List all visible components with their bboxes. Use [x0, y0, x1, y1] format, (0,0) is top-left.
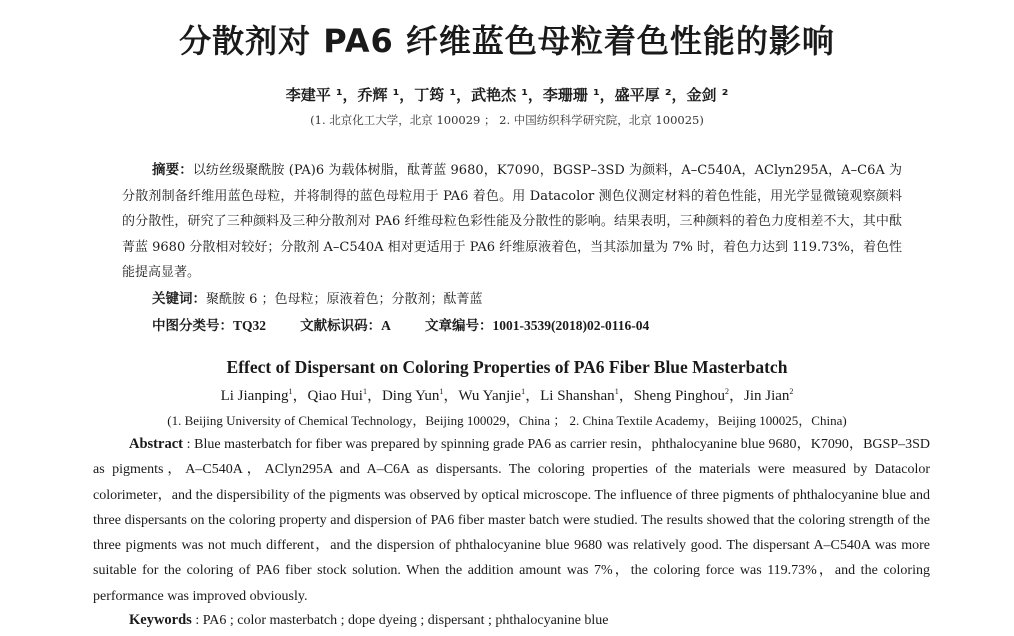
document-code [300, 319, 391, 334]
document-code-value: A [381, 318, 391, 333]
author-affil-marker: 2 [789, 387, 794, 396]
author-name-en: Ding Yun [381, 388, 440, 404]
author-en [308, 388, 367, 404]
abstract-cn [122, 158, 902, 286]
classification-row [152, 316, 912, 337]
keywords-en [129, 609, 929, 632]
author-list-cn: 李建平 ¹，乔辉 ¹，丁筠 ¹，武艳杰 ¹，李珊珊 ¹，盛平厚 ²，金剑 ² [285, 86, 729, 104]
classification-number [152, 319, 266, 334]
author-name-en: Wu Yanjie [458, 388, 522, 404]
paper-title-en: Effect of Dispersant on Coloring Properties of PA6 Fiber Blue Masterbatch [226, 357, 788, 377]
author-affil-marker: 1 [521, 387, 526, 396]
abstract-text-cn: 以纺丝级聚酰胺 (PA)6 为载体树脂，酞菁蓝 9680，K7090，BGSP–3SD 为颜料，A–C540A，AClyn295A，A–C6A 为分散剂制备纤维用蓝色母粒，并将制得的蓝色母粒用于 PA6 着色。用 Datacolor 测色仪测定材料的着色性能，用光学显微镜观察颜料的分散性，研究了三种颜料及三种分散剂对 PA6 纤维母粒色彩性能及分散性的影响。结果表明，三种颜料的着色力度相差不大，其中酞菁蓝 9680 分散相对较好；分散剂 A–C540A 相对更适用于 PA6 纤维原液着色，当其添加量为 7% 时，着色力达到 119.73%，着色性能提高显著。 [122, 163, 902, 280]
abstract-label-en: Abstract [129, 436, 183, 452]
author-affil-marker: 2 [724, 387, 729, 396]
author-en [744, 388, 793, 404]
keywords-label-cn: 关键词： [152, 291, 206, 307]
keywords-label-en: Keywords [129, 612, 192, 628]
author-name-en: Qiao Hui [307, 388, 363, 404]
author-list-en: Li Jianping$^1$，Qiao Hui$^1$，Ding Yun$^1$，Wu Yanjie$^1$，Li Shanshan$^1$，Sheng Pinghou$^2$，Jin Jian$^2$ [220, 387, 794, 404]
author-affil-marker: 1 [614, 387, 619, 396]
document-code-label: 文献标识码： [300, 318, 382, 334]
author-name-en: Li Jianping [220, 388, 289, 404]
author-affil-marker: 1 [288, 387, 293, 396]
author-en [221, 388, 293, 404]
keywords-cn [152, 289, 912, 310]
classification-label: 中图分类号： [152, 318, 233, 334]
author-name-en: Li Shanshan [540, 388, 615, 404]
author-affil-marker: 1 [439, 387, 444, 396]
abstract-en [93, 432, 930, 609]
keywords-text-en: : PA6 ; color masterbatch ; dope dyeing ; dispersant ; phthalocyanine blue [195, 613, 609, 628]
article-number-value: 1001-3539(2018)02-0116-04 [492, 318, 650, 333]
paper-title-cn: 分散剂对 PA6 纤维蓝色母粒着色性能的影响 [179, 22, 835, 60]
author-en [540, 388, 619, 404]
author-name-en: Sheng Pinghou [633, 388, 725, 404]
author-affil-marker: 1 [362, 387, 367, 396]
abstract-text-en: : Blue masterbatch for fiber was prepared by spinning grade PA6 as carrier resin，phthalocyanine blue 9680，K7090，BGSP–3SD as pigments，A–C540A，AClyn295A and A–C6A as dispersants. The coloring properties of the materials were measured by Datacolor colorimeter，and the dispersibility of the pigments was observed by optical microscope. The influence of three pigments of phthalocyanine blue and three dispersants on the coloring property and dispersion of PA6 fiber master batch were studied. The results showed that the coloring strength of the three pigments was not much different，and the dispersion of phthalocyanine blue 9680 was relatively good. The dispersant A–C540A was more suitable for the coloring of PA6 fiber stock solution. When the addition amount was 7%，the coloring force was 119.73%，and the coloring performance was improved obviously. [93, 437, 931, 604]
classification-value: TQ32 [233, 318, 267, 333]
article-number [425, 319, 649, 334]
affiliations-cn: (1. 北京化工大学，北京 100029 ； 2. 中国纺织科学研究院，北京 100025) [310, 113, 704, 127]
keywords-text-cn: 聚酰胺 6 ；色母粒；原液着色；分散剂；酞菁蓝 [206, 292, 483, 307]
author-en [458, 388, 525, 404]
affiliations-en: (1. Beijing University of Chemical Technology，Beijing 100029，China ； 2. China Textile Academy，Beijing 100025，China) [167, 413, 847, 428]
author-en [634, 388, 729, 404]
author-name-en: Jin Jian [743, 388, 790, 404]
article-number-label: 文章编号： [425, 318, 493, 334]
abstract-label-cn: 摘要： [152, 162, 193, 178]
author-en [382, 388, 443, 404]
